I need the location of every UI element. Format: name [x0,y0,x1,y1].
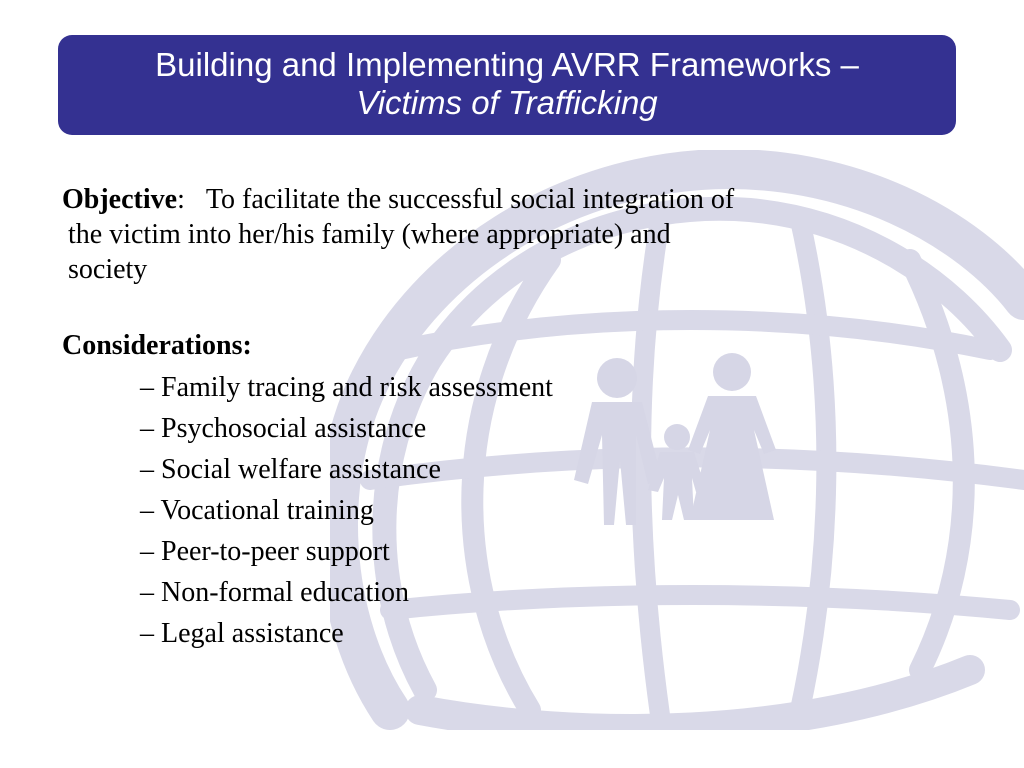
objective-text-line-2: the victim into her/his family (where appropriate) and [68,219,671,250]
slide-title: Building and Implementing AVRR Frameworks – [155,46,859,83]
objective-text-line-3: society [68,254,148,285]
list-item: – Family tracing and risk assessment [140,372,553,403]
objective-text-line-1: To facilitate the successful social integration of [205,184,735,215]
objective-label: Objective [62,184,178,215]
objective-paragraph [62,182,962,287]
considerations-list [140,367,553,654]
list-item: – Peer-to-peer support [140,536,390,567]
list-item: – Non-formal education [140,577,410,608]
list-item: – Vocational training [140,495,374,526]
list-item: – Social welfare assistance [140,454,441,485]
slide-title-banner [58,35,956,135]
list-item: – Psychosocial assistance [140,413,427,444]
list-item: – Legal assistance [140,618,344,649]
considerations-heading: Considerations: [62,330,252,361]
objective-line-1 [62,182,962,217]
objective-separator: : [177,184,185,215]
slide-subtitle: Victims of Trafficking [356,84,658,121]
